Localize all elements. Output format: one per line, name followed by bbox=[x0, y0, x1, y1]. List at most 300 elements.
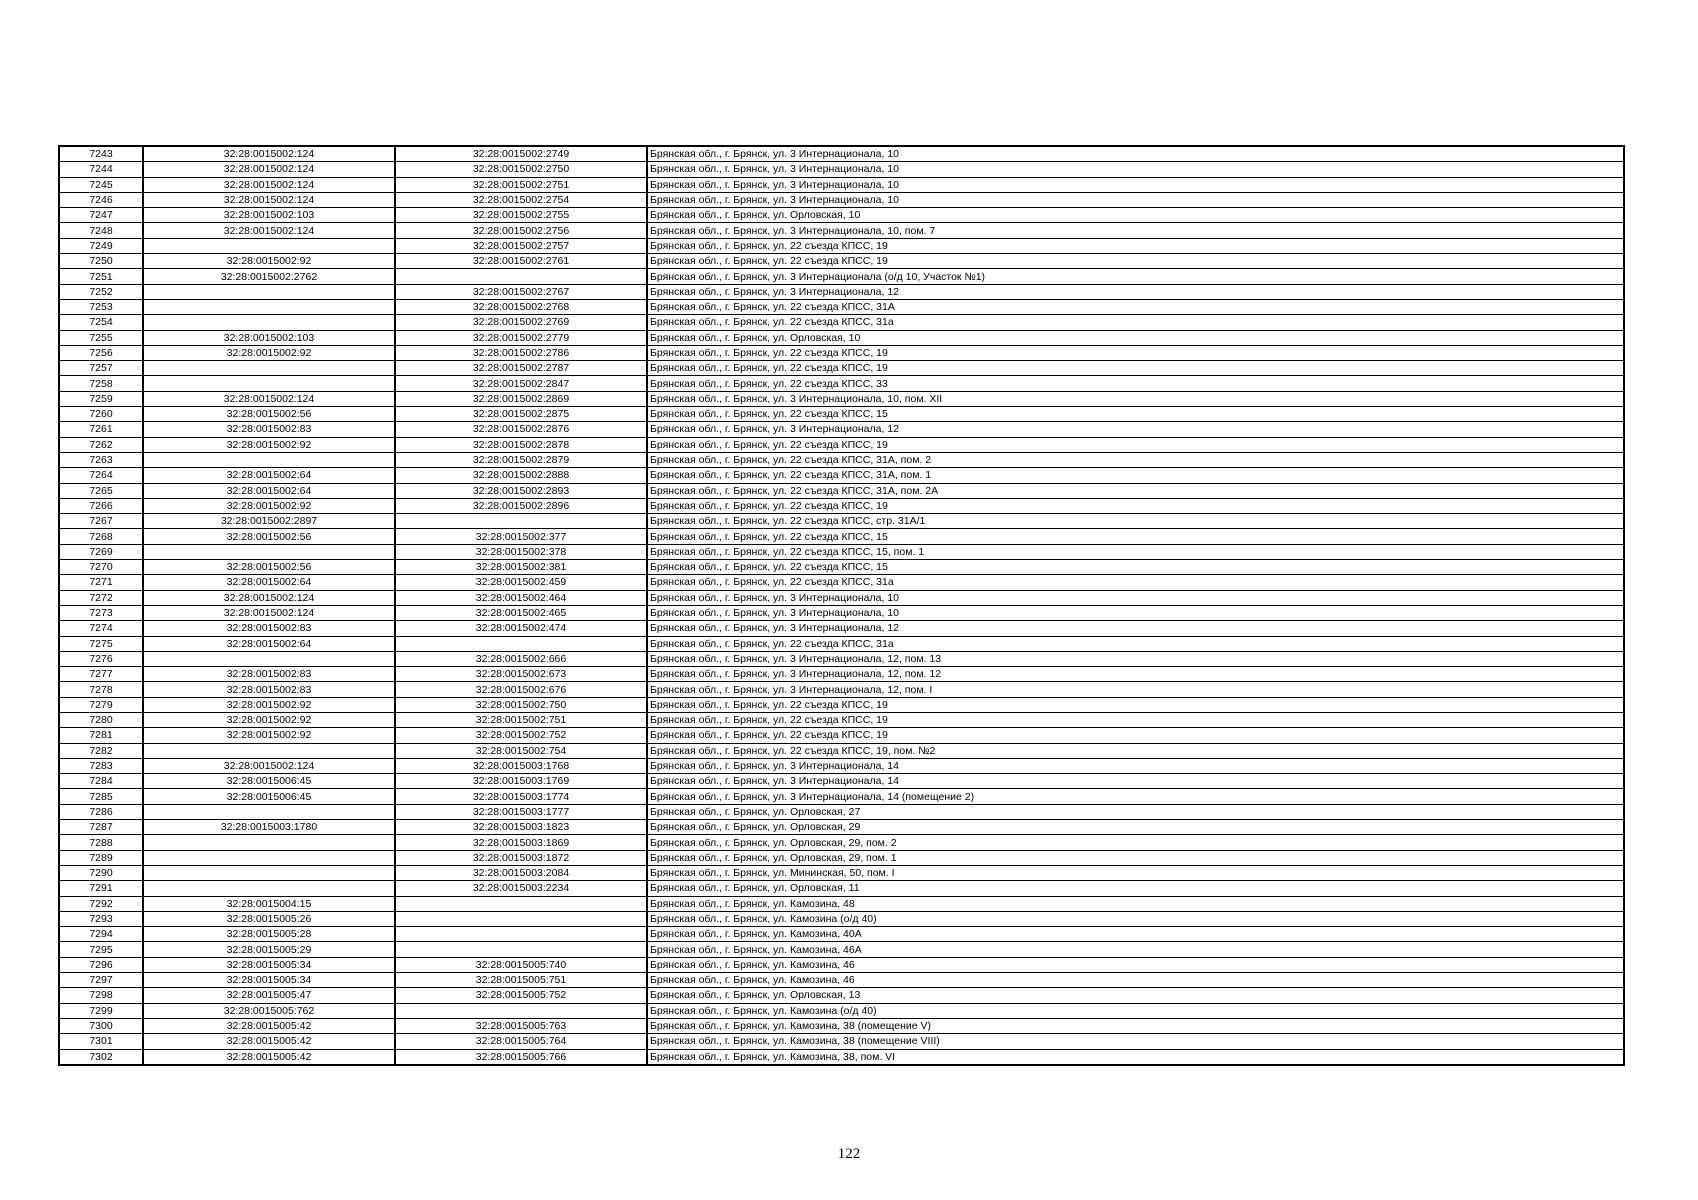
table-row bbox=[59, 575, 1624, 590]
table-row bbox=[59, 315, 1624, 330]
row-number-cell: 7271 bbox=[59, 575, 143, 590]
premises-cadastral-cell: 32:28:0015002:2755 bbox=[395, 208, 647, 223]
premises-cadastral-cell: 32:28:0015003:2234 bbox=[395, 881, 647, 896]
building-cadastral-cell: 32:28:0015006:45 bbox=[143, 774, 395, 789]
building-cadastral-cell: 32:28:0015002:56 bbox=[143, 529, 395, 544]
address-cell: Брянская обл., г. Брянск, ул. Камозина, 48 bbox=[647, 896, 1624, 911]
address-cell: Брянская обл., г. Брянск, ул. 22 съезда КПСС, 15 bbox=[647, 407, 1624, 422]
table-body bbox=[59, 146, 1624, 1065]
building-cadastral-cell: 32:28:0015002:64 bbox=[143, 636, 395, 651]
table-row bbox=[59, 865, 1624, 880]
page-number: 122 bbox=[837, 1146, 861, 1162]
building-cadastral-cell: 32:28:0015002:124 bbox=[143, 177, 395, 192]
address-cell: Брянская обл., г. Брянск, ул. 3 Интернационала, 10 bbox=[647, 192, 1624, 207]
table-row bbox=[59, 850, 1624, 865]
row-number-cell: 7246 bbox=[59, 192, 143, 207]
building-cadastral-cell: 32:28:0015002:83 bbox=[143, 682, 395, 697]
premises-cadastral-cell: 32:28:0015002:2754 bbox=[395, 192, 647, 207]
address-cell: Брянская обл., г. Брянск, ул. 22 съезда КПСС, 15 bbox=[647, 560, 1624, 575]
table-row bbox=[59, 422, 1624, 437]
premises-cadastral-cell: 32:28:0015003:1769 bbox=[395, 774, 647, 789]
building-cadastral-cell bbox=[143, 865, 395, 880]
row-number-cell: 7279 bbox=[59, 697, 143, 712]
table-row bbox=[59, 758, 1624, 773]
table-row bbox=[59, 636, 1624, 651]
address-cell: Брянская обл., г. Брянск, ул. 22 съезда КПСС, 19, пом. №2 bbox=[647, 743, 1624, 758]
building-cadastral-cell bbox=[143, 452, 395, 467]
premises-cadastral-cell: 32:28:0015002:2896 bbox=[395, 498, 647, 513]
building-cadastral-cell: 32:28:0015002:92 bbox=[143, 254, 395, 269]
row-number-cell: 7269 bbox=[59, 544, 143, 559]
table-row bbox=[59, 682, 1624, 697]
row-number-cell: 7251 bbox=[59, 269, 143, 284]
address-cell: Брянская обл., г. Брянск, ул. Орловская, 29, пом. 2 bbox=[647, 835, 1624, 850]
address-cell: Брянская обл., г. Брянск, ул. Мининская, 50, пом. I bbox=[647, 865, 1624, 880]
address-cell: Брянская обл., г. Брянск, ул. 3 Интернационала (о/д 10, Участок №1) bbox=[647, 269, 1624, 284]
row-number-cell: 7247 bbox=[59, 208, 143, 223]
premises-cadastral-cell: 32:28:0015002:2878 bbox=[395, 437, 647, 452]
building-cadastral-cell: 32:28:0015002:83 bbox=[143, 667, 395, 682]
premises-cadastral-cell bbox=[395, 896, 647, 911]
table-row bbox=[59, 942, 1624, 957]
address-cell: Брянская обл., г. Брянск, ул. 3 Интернационала, 12 bbox=[647, 621, 1624, 636]
row-number-cell: 7267 bbox=[59, 514, 143, 529]
address-cell: Брянская обл., г. Брянск, ул. Орловская, 27 bbox=[647, 804, 1624, 819]
address-cell: Брянская обл., г. Брянск, ул. 3 Интернационала, 10, пом. XII bbox=[647, 391, 1624, 406]
row-number-cell: 7299 bbox=[59, 1003, 143, 1018]
table-row bbox=[59, 1034, 1624, 1049]
table-row bbox=[59, 223, 1624, 238]
row-number-cell: 7245 bbox=[59, 177, 143, 192]
building-cadastral-cell: 32:28:0015006:45 bbox=[143, 789, 395, 804]
table-row bbox=[59, 514, 1624, 529]
row-number-cell: 7262 bbox=[59, 437, 143, 452]
premises-cadastral-cell: 32:28:0015002:2876 bbox=[395, 422, 647, 437]
premises-cadastral-cell: 32:28:0015005:764 bbox=[395, 1034, 647, 1049]
premises-cadastral-cell: 32:28:0015003:1774 bbox=[395, 789, 647, 804]
building-cadastral-cell: 32:28:0015005:762 bbox=[143, 1003, 395, 1018]
table-row bbox=[59, 743, 1624, 758]
row-number-cell: 7274 bbox=[59, 621, 143, 636]
building-cadastral-cell: 32:28:0015002:124 bbox=[143, 605, 395, 620]
table-row bbox=[59, 192, 1624, 207]
building-cadastral-cell bbox=[143, 804, 395, 819]
row-number-cell: 7258 bbox=[59, 376, 143, 391]
property-register-table bbox=[58, 145, 1625, 1066]
premises-cadastral-cell: 32:28:0015002:2768 bbox=[395, 299, 647, 314]
row-number-cell: 7300 bbox=[59, 1018, 143, 1033]
table-row bbox=[59, 529, 1624, 544]
row-number-cell: 7302 bbox=[59, 1049, 143, 1065]
address-cell: Брянская обл., г. Брянск, ул. 3 Интернационала, 14 bbox=[647, 758, 1624, 773]
row-number-cell: 7254 bbox=[59, 315, 143, 330]
address-cell: Брянская обл., г. Брянск, ул. 22 съезда КПСС, 19 bbox=[647, 697, 1624, 712]
row-number-cell: 7260 bbox=[59, 407, 143, 422]
row-number-cell: 7288 bbox=[59, 835, 143, 850]
table-row bbox=[59, 361, 1624, 376]
building-cadastral-cell: 32:28:0015002:83 bbox=[143, 422, 395, 437]
table-row bbox=[59, 330, 1624, 345]
address-cell: Брянская обл., г. Брянск, ул. 22 съезда КПСС, 15, пом. 1 bbox=[647, 544, 1624, 559]
row-number-cell: 7248 bbox=[59, 223, 143, 238]
address-cell: Брянская обл., г. Брянск, ул. 3 Интернационала, 10, пом. 7 bbox=[647, 223, 1624, 238]
address-cell: Брянская обл., г. Брянск, ул. 22 съезда КПСС, 19 bbox=[647, 254, 1624, 269]
address-cell: Брянская обл., г. Брянск, ул. 3 Интернационала, 12, пом. 12 bbox=[647, 667, 1624, 682]
premises-cadastral-cell: 32:28:0015002:2751 bbox=[395, 177, 647, 192]
row-number-cell: 7293 bbox=[59, 911, 143, 926]
premises-cadastral-cell: 32:28:0015002:754 bbox=[395, 743, 647, 758]
building-cadastral-cell: 32:28:0015002:124 bbox=[143, 162, 395, 177]
row-number-cell: 7244 bbox=[59, 162, 143, 177]
premises-cadastral-cell: 32:28:0015005:751 bbox=[395, 973, 647, 988]
row-number-cell: 7257 bbox=[59, 361, 143, 376]
row-number-cell: 7268 bbox=[59, 529, 143, 544]
row-number-cell: 7278 bbox=[59, 682, 143, 697]
row-number-cell: 7282 bbox=[59, 743, 143, 758]
address-cell: Брянская обл., г. Брянск, ул. 22 съезда КПСС, 31А bbox=[647, 299, 1624, 314]
table-row bbox=[59, 605, 1624, 620]
premises-cadastral-cell: 32:28:0015003:1869 bbox=[395, 835, 647, 850]
address-cell: Брянская обл., г. Брянск, ул. Камозина, 46 bbox=[647, 973, 1624, 988]
building-cadastral-cell: 32:28:0015002:124 bbox=[143, 758, 395, 773]
table-row bbox=[59, 376, 1624, 391]
address-cell: Брянская обл., г. Брянск, ул. 22 съезда КПСС, 19 bbox=[647, 238, 1624, 253]
premises-cadastral-cell: 32:28:0015002:2869 bbox=[395, 391, 647, 406]
table-row bbox=[59, 590, 1624, 605]
row-number-cell: 7263 bbox=[59, 452, 143, 467]
building-cadastral-cell bbox=[143, 361, 395, 376]
table-row bbox=[59, 651, 1624, 666]
address-cell: Брянская обл., г. Брянск, ул. Орловская, 10 bbox=[647, 208, 1624, 223]
building-cadastral-cell bbox=[143, 651, 395, 666]
building-cadastral-cell: 32:28:0015002:2897 bbox=[143, 514, 395, 529]
address-cell: Брянская обл., г. Брянск, ул. 3 Интернационала, 14 bbox=[647, 774, 1624, 789]
table-row bbox=[59, 238, 1624, 253]
premises-cadastral-cell: 32:28:0015002:2749 bbox=[395, 146, 647, 162]
table-row bbox=[59, 667, 1624, 682]
building-cadastral-cell: 32:28:0015002:92 bbox=[143, 498, 395, 513]
row-number-cell: 7270 bbox=[59, 560, 143, 575]
table-row bbox=[59, 483, 1624, 498]
row-number-cell: 7285 bbox=[59, 789, 143, 804]
building-cadastral-cell bbox=[143, 315, 395, 330]
building-cadastral-cell bbox=[143, 743, 395, 758]
premises-cadastral-cell: 32:28:0015002:2847 bbox=[395, 376, 647, 391]
address-cell: Брянская обл., г. Брянск, ул. Камозина, 38 (помещение V) bbox=[647, 1018, 1624, 1033]
row-number-cell: 7261 bbox=[59, 422, 143, 437]
premises-cadastral-cell: 32:28:0015002:2786 bbox=[395, 345, 647, 360]
building-cadastral-cell: 32:28:0015002:83 bbox=[143, 621, 395, 636]
premises-cadastral-cell: 32:28:0015005:763 bbox=[395, 1018, 647, 1033]
address-cell: Брянская обл., г. Брянск, ул. 22 съезда КПСС, 19 bbox=[647, 361, 1624, 376]
building-cadastral-cell bbox=[143, 284, 395, 299]
address-cell: Брянская обл., г. Брянск, ул. 22 съезда КПСС, 19 bbox=[647, 345, 1624, 360]
building-cadastral-cell bbox=[143, 881, 395, 896]
address-cell: Брянская обл., г. Брянск, ул. 22 съезда КПСС, 19 bbox=[647, 712, 1624, 727]
building-cadastral-cell bbox=[143, 850, 395, 865]
building-cadastral-cell: 32:28:0015004:15 bbox=[143, 896, 395, 911]
premises-cadastral-cell: 32:28:0015002:2888 bbox=[395, 468, 647, 483]
building-cadastral-cell: 32:28:0015002:2762 bbox=[143, 269, 395, 284]
building-cadastral-cell: 32:28:0015005:42 bbox=[143, 1049, 395, 1065]
building-cadastral-cell: 32:28:0015002:64 bbox=[143, 575, 395, 590]
premises-cadastral-cell: 32:28:0015002:459 bbox=[395, 575, 647, 590]
building-cadastral-cell: 32:28:0015002:103 bbox=[143, 208, 395, 223]
building-cadastral-cell: 32:28:0015002:124 bbox=[143, 146, 395, 162]
building-cadastral-cell: 32:28:0015005:47 bbox=[143, 988, 395, 1003]
address-cell: Брянская обл., г. Брянск, ул. 3 Интернационала, 12 bbox=[647, 422, 1624, 437]
address-cell: Брянская обл., г. Брянск, ул. 3 Интернационала, 10 bbox=[647, 146, 1624, 162]
building-cadastral-cell: 32:28:0015002:124 bbox=[143, 391, 395, 406]
building-cadastral-cell: 32:28:0015005:28 bbox=[143, 927, 395, 942]
table-row bbox=[59, 407, 1624, 422]
table-row bbox=[59, 544, 1624, 559]
row-number-cell: 7272 bbox=[59, 590, 143, 605]
building-cadastral-cell: 32:28:0015002:56 bbox=[143, 407, 395, 422]
row-number-cell: 7301 bbox=[59, 1034, 143, 1049]
building-cadastral-cell bbox=[143, 835, 395, 850]
address-cell: Брянская обл., г. Брянск, ул. Орловская, 11 bbox=[647, 881, 1624, 896]
table-row bbox=[59, 911, 1624, 926]
premises-cadastral-cell: 32:28:0015003:1872 bbox=[395, 850, 647, 865]
address-cell: Брянская обл., г. Брянск, ул. Камозина, 46 bbox=[647, 957, 1624, 972]
table-row bbox=[59, 774, 1624, 789]
premises-cadastral-cell: 32:28:0015002:2757 bbox=[395, 238, 647, 253]
building-cadastral-cell: 32:28:0015002:92 bbox=[143, 345, 395, 360]
building-cadastral-cell: 32:28:0015002:103 bbox=[143, 330, 395, 345]
building-cadastral-cell: 32:28:0015002:124 bbox=[143, 192, 395, 207]
premises-cadastral-cell bbox=[395, 269, 647, 284]
row-number-cell: 7284 bbox=[59, 774, 143, 789]
address-cell: Брянская обл., г. Брянск, ул. 3 Интернационала, 10 bbox=[647, 162, 1624, 177]
address-cell: Брянская обл., г. Брянск, ул. 22 съезда КПСС, 33 bbox=[647, 376, 1624, 391]
address-cell: Брянская обл., г. Брянск, ул. 22 съезда КПСС, 31А, пом. 2А bbox=[647, 483, 1624, 498]
address-cell: Брянская обл., г. Брянск, ул. 22 съезда КПСС, 31а bbox=[647, 636, 1624, 651]
address-cell: Брянская обл., г. Брянск, ул. 3 Интернационала, 12, пом. 13 bbox=[647, 651, 1624, 666]
row-number-cell: 7253 bbox=[59, 299, 143, 314]
premises-cadastral-cell: 32:28:0015002:2779 bbox=[395, 330, 647, 345]
table-row bbox=[59, 254, 1624, 269]
premises-cadastral-cell: 32:28:0015002:381 bbox=[395, 560, 647, 575]
address-cell: Брянская обл., г. Брянск, ул. 22 съезда КПСС, 31а bbox=[647, 575, 1624, 590]
address-cell: Брянская обл., г. Брянск, ул. Камозина, 38, пом. VI bbox=[647, 1049, 1624, 1065]
premises-cadastral-cell: 32:28:0015002:2750 bbox=[395, 162, 647, 177]
table-row bbox=[59, 804, 1624, 819]
premises-cadastral-cell: 32:28:0015002:378 bbox=[395, 544, 647, 559]
table-row bbox=[59, 820, 1624, 835]
building-cadastral-cell bbox=[143, 299, 395, 314]
table-row bbox=[59, 988, 1624, 1003]
building-cadastral-cell: 32:28:0015005:34 bbox=[143, 957, 395, 972]
address-cell: Брянская обл., г. Брянск, ул. 3 Интернационала, 10 bbox=[647, 605, 1624, 620]
row-number-cell: 7250 bbox=[59, 254, 143, 269]
table-row bbox=[59, 712, 1624, 727]
address-cell: Брянская обл., г. Брянск, ул. 22 съезда КПСС, 19 bbox=[647, 437, 1624, 452]
row-number-cell: 7283 bbox=[59, 758, 143, 773]
address-cell: Брянская обл., г. Брянск, ул. 22 съезда КПСС, стр. 31А/1 bbox=[647, 514, 1624, 529]
table-row bbox=[59, 391, 1624, 406]
address-cell: Брянская обл., г. Брянск, ул. Орловская, 10 bbox=[647, 330, 1624, 345]
premises-cadastral-cell: 32:28:0015003:1777 bbox=[395, 804, 647, 819]
premises-cadastral-cell: 32:28:0015003:2084 bbox=[395, 865, 647, 880]
address-cell: Брянская обл., г. Брянск, ул. Орловская, 13 bbox=[647, 988, 1624, 1003]
address-cell: Брянская обл., г. Брянск, ул. 22 съезда КПСС, 31А, пом. 2 bbox=[647, 452, 1624, 467]
premises-cadastral-cell: 32:28:0015002:2787 bbox=[395, 361, 647, 376]
table-row bbox=[59, 896, 1624, 911]
building-cadastral-cell: 32:28:0015005:26 bbox=[143, 911, 395, 926]
row-number-cell: 7252 bbox=[59, 284, 143, 299]
row-number-cell: 7289 bbox=[59, 850, 143, 865]
address-cell: Брянская обл., г. Брянск, ул. Орловская, 29 bbox=[647, 820, 1624, 835]
address-cell: Брянская обл., г. Брянск, ул. 3 Интернационала, 12, пом. I bbox=[647, 682, 1624, 697]
premises-cadastral-cell bbox=[395, 927, 647, 942]
premises-cadastral-cell: 32:28:0015002:666 bbox=[395, 651, 647, 666]
table-row bbox=[59, 162, 1624, 177]
building-cadastral-cell: 32:28:0015002:92 bbox=[143, 712, 395, 727]
building-cadastral-cell: 32:28:0015005:29 bbox=[143, 942, 395, 957]
address-cell: Брянская обл., г. Брянск, ул. 3 Интернационала, 10 bbox=[647, 590, 1624, 605]
table-row bbox=[59, 468, 1624, 483]
premises-cadastral-cell: 32:28:0015005:740 bbox=[395, 957, 647, 972]
row-number-cell: 7291 bbox=[59, 881, 143, 896]
row-number-cell: 7265 bbox=[59, 483, 143, 498]
table-row bbox=[59, 452, 1624, 467]
premises-cadastral-cell bbox=[395, 636, 647, 651]
address-cell: Брянская обл., г. Брянск, ул. 22 съезда КПСС, 19 bbox=[647, 728, 1624, 743]
row-number-cell: 7281 bbox=[59, 728, 143, 743]
premises-cadastral-cell: 32:28:0015002:2761 bbox=[395, 254, 647, 269]
row-number-cell: 7296 bbox=[59, 957, 143, 972]
table-row bbox=[59, 498, 1624, 513]
address-cell: Брянская обл., г. Брянск, ул. Камозина, 38 (помещение VIII) bbox=[647, 1034, 1624, 1049]
table-row bbox=[59, 437, 1624, 452]
address-cell: Брянская обл., г. Брянск, ул. Камозина (о/д 40) bbox=[647, 911, 1624, 926]
building-cadastral-cell bbox=[143, 238, 395, 253]
address-cell: Брянская обл., г. Брянск, ул. Камозина (о/д 40) bbox=[647, 1003, 1624, 1018]
building-cadastral-cell: 32:28:0015002:92 bbox=[143, 728, 395, 743]
row-number-cell: 7295 bbox=[59, 942, 143, 957]
table-row bbox=[59, 560, 1624, 575]
premises-cadastral-cell: 32:28:0015002:751 bbox=[395, 712, 647, 727]
building-cadastral-cell bbox=[143, 544, 395, 559]
premises-cadastral-cell: 32:28:0015005:752 bbox=[395, 988, 647, 1003]
premises-cadastral-cell: 32:28:0015002:752 bbox=[395, 728, 647, 743]
row-number-cell: 7277 bbox=[59, 667, 143, 682]
building-cadastral-cell: 32:28:0015002:64 bbox=[143, 468, 395, 483]
premises-cadastral-cell: 32:28:0015002:2756 bbox=[395, 223, 647, 238]
premises-cadastral-cell bbox=[395, 942, 647, 957]
address-cell: Брянская обл., г. Брянск, ул. Камозина, 40А bbox=[647, 927, 1624, 942]
table-row bbox=[59, 697, 1624, 712]
table-row bbox=[59, 621, 1624, 636]
premises-cadastral-cell: 32:28:0015003:1768 bbox=[395, 758, 647, 773]
premises-cadastral-cell: 32:28:0015002:2767 bbox=[395, 284, 647, 299]
table-row bbox=[59, 1018, 1624, 1033]
building-cadastral-cell: 32:28:0015002:92 bbox=[143, 697, 395, 712]
address-cell: Брянская обл., г. Брянск, ул. Орловская, 29, пом. 1 bbox=[647, 850, 1624, 865]
table-row bbox=[59, 299, 1624, 314]
table-row bbox=[59, 1049, 1624, 1065]
building-cadastral-cell: 32:28:0015002:64 bbox=[143, 483, 395, 498]
row-number-cell: 7259 bbox=[59, 391, 143, 406]
address-cell: Брянская обл., г. Брянск, ул. 22 съезда КПСС, 31А, пом. 1 bbox=[647, 468, 1624, 483]
table-row bbox=[59, 789, 1624, 804]
address-cell: Брянская обл., г. Брянск, ул. 22 съезда КПСС, 15 bbox=[647, 529, 1624, 544]
row-number-cell: 7264 bbox=[59, 468, 143, 483]
address-cell: Брянская обл., г. Брянск, ул. 3 Интернационала, 10 bbox=[647, 177, 1624, 192]
table-row bbox=[59, 927, 1624, 942]
premises-cadastral-cell: 32:28:0015005:766 bbox=[395, 1049, 647, 1065]
table-row bbox=[59, 728, 1624, 743]
premises-cadastral-cell bbox=[395, 514, 647, 529]
building-cadastral-cell bbox=[143, 376, 395, 391]
row-number-cell: 7266 bbox=[59, 498, 143, 513]
address-cell: Брянская обл., г. Брянск, ул. 22 съезда КПСС, 19 bbox=[647, 498, 1624, 513]
premises-cadastral-cell bbox=[395, 1003, 647, 1018]
row-number-cell: 7255 bbox=[59, 330, 143, 345]
building-cadastral-cell: 32:28:0015002:124 bbox=[143, 223, 395, 238]
premises-cadastral-cell bbox=[395, 911, 647, 926]
row-number-cell: 7290 bbox=[59, 865, 143, 880]
premises-cadastral-cell: 32:28:0015002:464 bbox=[395, 590, 647, 605]
row-number-cell: 7298 bbox=[59, 988, 143, 1003]
premises-cadastral-cell: 32:28:0015002:2879 bbox=[395, 452, 647, 467]
building-cadastral-cell: 32:28:0015002:56 bbox=[143, 560, 395, 575]
table-row bbox=[59, 146, 1624, 162]
premises-cadastral-cell: 32:28:0015003:1823 bbox=[395, 820, 647, 835]
premises-cadastral-cell: 32:28:0015002:377 bbox=[395, 529, 647, 544]
row-number-cell: 7273 bbox=[59, 605, 143, 620]
row-number-cell: 7294 bbox=[59, 927, 143, 942]
premises-cadastral-cell: 32:28:0015002:676 bbox=[395, 682, 647, 697]
building-cadastral-cell: 32:28:0015003:1780 bbox=[143, 820, 395, 835]
building-cadastral-cell: 32:28:0015002:124 bbox=[143, 590, 395, 605]
row-number-cell: 7243 bbox=[59, 146, 143, 162]
table-row bbox=[59, 881, 1624, 896]
table-row bbox=[59, 973, 1624, 988]
row-number-cell: 7280 bbox=[59, 712, 143, 727]
address-cell: Брянская обл., г. Брянск, ул. 3 Интернационала, 14 (помещение 2) bbox=[647, 789, 1624, 804]
premises-cadastral-cell: 32:28:0015002:474 bbox=[395, 621, 647, 636]
building-cadastral-cell: 32:28:0015002:92 bbox=[143, 437, 395, 452]
address-cell: Брянская обл., г. Брянск, ул. 22 съезда КПСС, 31а bbox=[647, 315, 1624, 330]
premises-cadastral-cell: 32:28:0015002:465 bbox=[395, 605, 647, 620]
address-cell: Брянская обл., г. Брянск, ул. 3 Интернационала, 12 bbox=[647, 284, 1624, 299]
table-row bbox=[59, 269, 1624, 284]
table-row bbox=[59, 1003, 1624, 1018]
row-number-cell: 7297 bbox=[59, 973, 143, 988]
row-number-cell: 7292 bbox=[59, 896, 143, 911]
premises-cadastral-cell: 32:28:0015002:2769 bbox=[395, 315, 647, 330]
premises-cadastral-cell: 32:28:0015002:2875 bbox=[395, 407, 647, 422]
table-row bbox=[59, 835, 1624, 850]
row-number-cell: 7249 bbox=[59, 238, 143, 253]
row-number-cell: 7275 bbox=[59, 636, 143, 651]
table-row bbox=[59, 208, 1624, 223]
row-number-cell: 7287 bbox=[59, 820, 143, 835]
table-row bbox=[59, 284, 1624, 299]
building-cadastral-cell: 32:28:0015005:42 bbox=[143, 1018, 395, 1033]
premises-cadastral-cell: 32:28:0015002:673 bbox=[395, 667, 647, 682]
table-row bbox=[59, 177, 1624, 192]
building-cadastral-cell: 32:28:0015005:42 bbox=[143, 1034, 395, 1049]
table-row bbox=[59, 957, 1624, 972]
row-number-cell: 7286 bbox=[59, 804, 143, 819]
premises-cadastral-cell: 32:28:0015002:2893 bbox=[395, 483, 647, 498]
row-number-cell: 7276 bbox=[59, 651, 143, 666]
table-row bbox=[59, 345, 1624, 360]
row-number-cell: 7256 bbox=[59, 345, 143, 360]
